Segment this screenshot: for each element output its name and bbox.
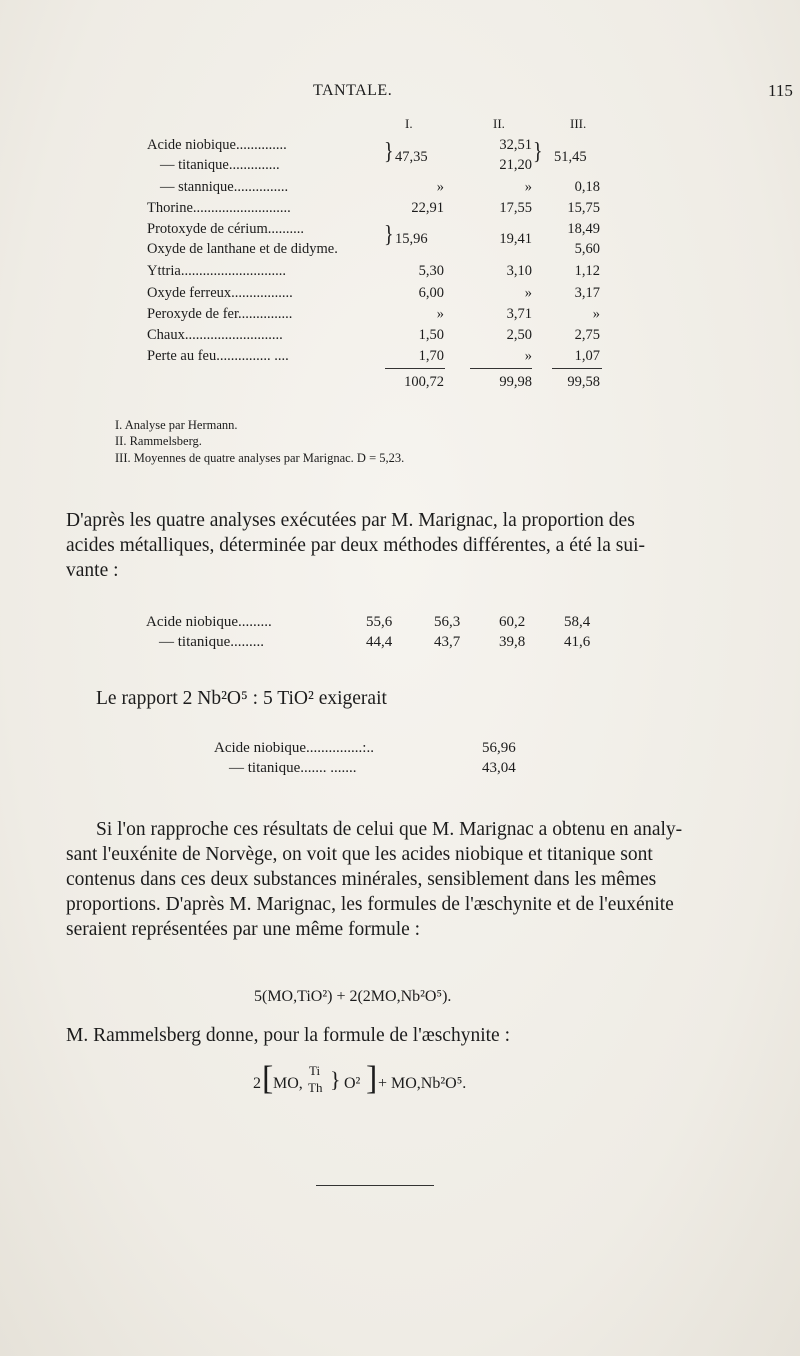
total-cell: 99,58 [567, 374, 600, 390]
paragraph [66, 817, 736, 942]
row-label: — titanique.............. [160, 157, 280, 173]
table-cell: 56,96 [482, 740, 516, 756]
table-cell: 2,50 [506, 327, 532, 343]
table-cell: 15,96 [395, 231, 428, 247]
row-label: Acide niobique......... [146, 614, 272, 630]
row-label: Peroxyde de fer............... [147, 306, 293, 322]
row-label: Chaux........................... [147, 327, 283, 343]
formula-coef: 2 [253, 1075, 261, 1092]
text-line: Si l'on rapproche ces résultats de celui que M. Marignac a obtenu en analy- [96, 819, 683, 840]
page-number: 115 [768, 81, 793, 100]
col-head-1: I. [405, 116, 413, 131]
text-line: acides métalliques, déterminée par deux méthodes différentes, a été la sui- [66, 535, 645, 556]
table-cell: 41,6 [564, 634, 591, 650]
row-label: Protoxyde de cérium.......... [147, 221, 305, 237]
formula-part: O² [344, 1075, 361, 1092]
brace-glyph: } [533, 138, 543, 166]
table-cell: 2,75 [574, 327, 600, 343]
sum-rule [385, 368, 445, 369]
text-line: contenus dans ces deux substances minérales, sensiblement dans les mêmes [66, 869, 657, 890]
table-cell: 58,4 [564, 614, 591, 630]
table-cell: 44,4 [366, 634, 393, 650]
row-label: Acide niobique...............:.. [214, 740, 374, 756]
running-title: TANTALE. [313, 82, 393, 99]
brace-glyph: } [384, 221, 394, 249]
formula-part: Ti [309, 1063, 321, 1078]
table-cell: » [524, 179, 532, 195]
table-cell: » [524, 348, 532, 364]
table-cell: » [524, 285, 532, 301]
sum-rule [470, 368, 532, 369]
table-cell: 1,50 [418, 327, 444, 343]
table-cell: 21,20 [499, 157, 532, 173]
text-line: proportions. D'après M. Marignac, les formules de l'æschynite et de l'euxénite [66, 894, 674, 915]
row-label: Perte au feu............... .... [147, 348, 289, 364]
table-cell: 6,00 [418, 285, 444, 301]
table-cell: » [436, 179, 444, 195]
table-cell: 0,18 [574, 179, 600, 195]
table-cell: 1,12 [574, 263, 600, 279]
text-line: D'après les quatre analyses exécutées par M. Marignac, la proportion des [66, 510, 635, 531]
row-label: Oxyde ferreux................. [147, 285, 293, 301]
col-head-2: II. [493, 116, 505, 131]
table-cell: » [592, 306, 600, 322]
table-cell: 60,2 [499, 614, 526, 630]
row-label: — titanique......... [159, 634, 264, 650]
row-label: Oxyde de lanthane et de didyme. [147, 241, 338, 257]
table-cell: 43,04 [482, 760, 516, 776]
formula-part: + MO,Nb²O⁵. [378, 1075, 467, 1092]
table-cell: 39,8 [499, 634, 526, 650]
table-cell: 51,45 [554, 149, 587, 165]
footnote: III. Moyennes de quatre analyses par Marignac. D = 5,23. [115, 451, 405, 465]
table-cell: 55,6 [366, 614, 393, 630]
text-line: sant l'euxénite de Norvège, on voit que les acides niobique et titanique sont [66, 844, 653, 865]
table-cell: 1,07 [574, 348, 600, 364]
table-cell: 43,7 [434, 634, 461, 650]
formula: 5(MO,TiO²) + 2(2MO,Nb²O⁵). [254, 988, 452, 1005]
paragraph: M. Rammelsberg donne, pour la formule de l'æschynite : [66, 1025, 510, 1046]
row-label: — stannique............... [160, 179, 289, 195]
formula-part: Th [308, 1080, 323, 1095]
brace-glyph: } [384, 138, 394, 166]
paragraph [66, 508, 736, 583]
sum-rule [552, 368, 602, 369]
bracket-glyph: [ [262, 1060, 274, 1097]
table-cell: 3,10 [506, 263, 532, 279]
bracket-glyph: ] [366, 1060, 378, 1097]
table-cell: 22,91 [411, 200, 444, 216]
table-cell: 47,35 [395, 149, 428, 165]
row-label: Yttria............................. [147, 263, 286, 279]
row-label: Thorine........................... [147, 200, 291, 216]
table-cell: 5,30 [418, 263, 444, 279]
table-cell: 3,17 [574, 285, 600, 301]
table-cell: 5,60 [574, 241, 600, 257]
brace-glyph: } [330, 1067, 341, 1092]
text-line: seraient représentées par une même formule : [66, 919, 421, 940]
footnote: II. Rammelsberg. [115, 434, 202, 448]
paragraph: Le rapport 2 Nb²O⁵ : 5 TiO² exigerait [96, 688, 387, 709]
table-cell: 19,41 [499, 231, 532, 247]
total-cell: 100,72 [404, 374, 444, 390]
formula-part: MO, [273, 1075, 303, 1092]
table-cell: 3,71 [506, 306, 532, 322]
row-label: Acide niobique.............. [147, 137, 287, 153]
table-cell: 1,70 [418, 348, 444, 364]
table-cell: 32,51 [499, 137, 532, 153]
total-cell: 99,98 [499, 374, 532, 390]
table-cell: » [436, 306, 444, 322]
text-line: vante : [66, 560, 119, 581]
table-cell: 15,75 [567, 200, 600, 216]
col-head-3: III. [570, 116, 587, 131]
table-cell: 17,55 [499, 200, 532, 216]
section-divider [316, 1185, 434, 1186]
footnote: I. Analyse par Hermann. [115, 418, 238, 432]
row-label: — titanique....... ....... [229, 760, 357, 776]
table-cell: 18,49 [567, 221, 600, 237]
table-cell: 56,3 [434, 614, 461, 630]
